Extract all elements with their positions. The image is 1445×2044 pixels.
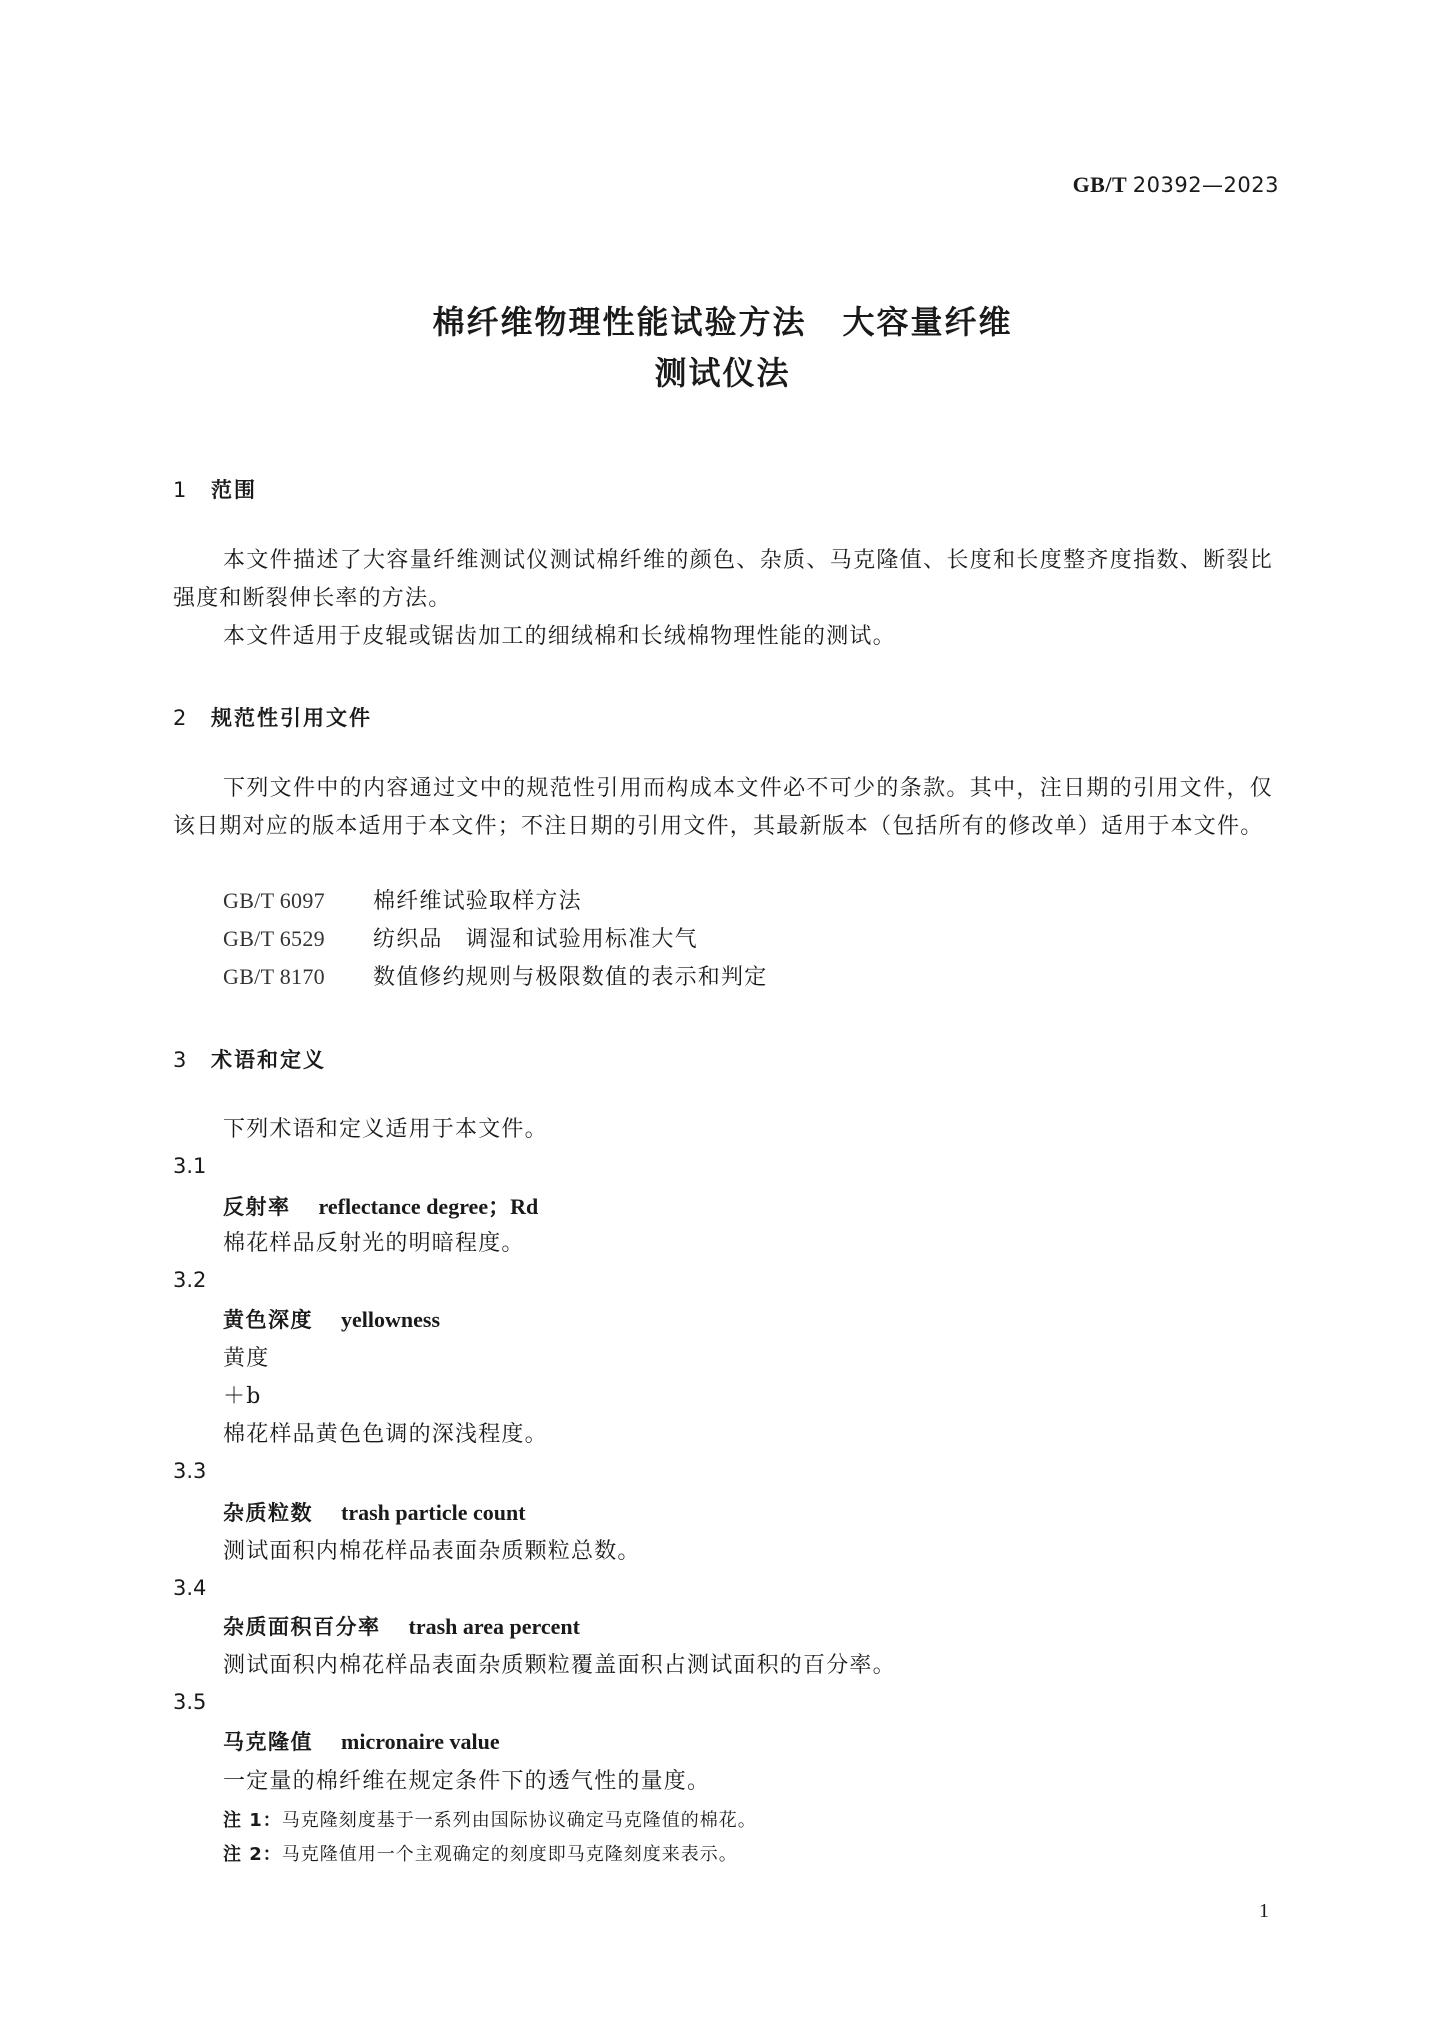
reference-item: [223, 960, 767, 991]
term-zh: 黄色深度: [223, 1308, 313, 1332]
reference-code: GB/T 6529: [223, 926, 325, 951]
term-number: 3.5: [173, 1690, 207, 1714]
standard-code: [1073, 172, 1279, 198]
section-heading-scope: [173, 474, 257, 504]
section-title: 术语和定义: [211, 1048, 326, 1072]
term-definition: 棉花样品反射光的明暗程度。: [223, 1231, 525, 1256]
note-label: 注 1：: [223, 1810, 282, 1831]
term-entry: [223, 1304, 440, 1334]
note-label: 注 2：: [223, 1844, 282, 1865]
section-heading-normative-references: [173, 702, 372, 732]
term-symbol: ＋b: [223, 1384, 262, 1409]
title-sub: 大容量纤维: [842, 303, 1013, 341]
term-zh: 反射率: [223, 1195, 291, 1219]
term-zh: 马克隆值: [223, 1730, 313, 1754]
note-1: [223, 1806, 757, 1832]
term-number: 3.4: [173, 1576, 207, 1600]
terms-intro: 下列术语和定义适用于本文件。: [223, 1117, 548, 1142]
term-definition: 棉花样品黄色色调的深浅程度。: [223, 1422, 548, 1447]
section-number: 1: [173, 478, 189, 502]
page-number: 1: [1259, 1900, 1269, 1922]
term-entry: [223, 1726, 500, 1756]
section-title: 范围: [211, 478, 257, 502]
term-zh: 杂质粒数: [223, 1501, 313, 1525]
document-title-line1: [0, 297, 1445, 343]
term-zh: 杂质面积百分率: [223, 1615, 381, 1639]
term-definition: 测试面积内棉花样品表面杂质颗粒总数。: [223, 1539, 641, 1564]
term-en: reflectance degree；Rd: [318, 1194, 539, 1219]
term-number: 3.1: [173, 1154, 207, 1178]
note-text: 马克隆值用一个主观确定的刻度即马克隆刻度来表示。: [281, 1844, 738, 1865]
title-main: 棉纤维物理性能试验方法: [432, 303, 807, 341]
section-number: 2: [173, 706, 189, 730]
scope-paragraph-2: 本文件适用于皮辊或锯齿加工的细绒棉和长绒棉物理性能的测试。: [223, 624, 896, 649]
reference-code: GB/T 6097: [223, 888, 325, 913]
term-en: micronaire value: [341, 1729, 500, 1754]
reference-title: 数值修约规则与极限数值的表示和判定: [373, 965, 768, 990]
section-heading-terms: [173, 1044, 326, 1074]
note-text: 马克隆刻度基于一系列由国际协议确定马克隆值的棉花。: [281, 1810, 757, 1831]
standard-code-number: 20392—2023: [1132, 173, 1279, 197]
term-definition: 一定量的棉纤维在规定条件下的透气性的量度。: [223, 1769, 711, 1794]
section-number: 3: [173, 1048, 189, 1072]
term-en: trash area percent: [408, 1614, 580, 1639]
term-entry: [223, 1190, 538, 1221]
reference-code: GB/T 8170: [223, 964, 325, 989]
term-entry: [223, 1497, 526, 1527]
section-title: 规范性引用文件: [211, 706, 372, 730]
reference-title: 棉纤维试验取样方法: [373, 889, 582, 914]
term-entry: [223, 1611, 580, 1641]
scope-paragraph-1: 本文件描述了大容量纤维测试仪测试棉纤维的颜色、杂质、马克隆值、长度和长度整齐度指数、断裂比强度和断裂伸长率的方法。: [173, 548, 1273, 611]
reference-title: 纺织品 调湿和试验用标准大气: [373, 927, 698, 952]
term-definition: 测试面积内棉花样品表面杂质颗粒覆盖面积占测试面积的百分率。: [223, 1653, 896, 1678]
term-number: 3.3: [173, 1459, 207, 1483]
standard-code-prefix: GB/T: [1072, 172, 1127, 197]
document-title-line2: 测试仪法: [654, 354, 791, 392]
term-en: trash particle count: [341, 1500, 526, 1525]
references-paragraph: 下列文件中的内容通过文中的规范性引用而构成本文件必不可少的条款。其中，注日期的引用文件，仅该日期对应的版本适用于本文件；不注日期的引用文件，其最新版本（包括所有的修改单）适用于本文件。: [173, 776, 1273, 839]
note-2: [223, 1840, 738, 1866]
reference-item: [223, 884, 582, 915]
term-number: 3.2: [173, 1268, 207, 1292]
term-synonym: 黄度: [223, 1346, 270, 1371]
reference-item: [223, 922, 698, 953]
term-en: yellowness: [341, 1307, 440, 1332]
